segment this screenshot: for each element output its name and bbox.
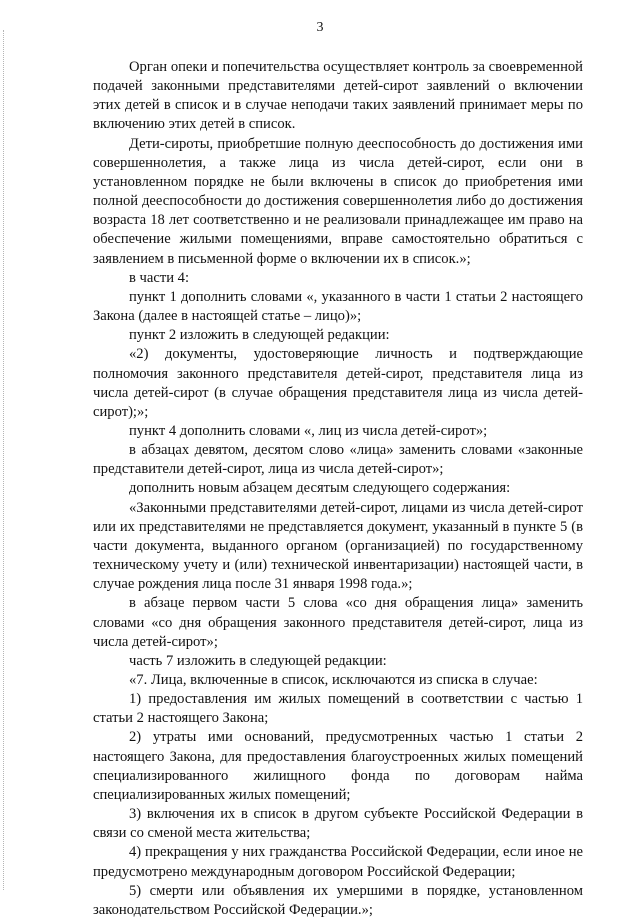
list-item-5: 5) смерти или объявления их умершими в порядке, установленном законодательством Российской Федерации.»;: [93, 882, 583, 918]
paragraph-part-7-text: «7. Лица, включенные в список, исключаются из списка в случае:: [129, 672, 538, 688]
list-item-2: 2) утраты ими оснований, предусмотренных частью 1 статьи 2 настоящего Закона, для предоставления благоустроенных жилых помещений специализированного жилищного фонда по договорам найма специализированных жилых помещений;: [93, 729, 583, 803]
paragraph-new-paragraph-10-intro: дополнить новым абзацем десятым следующего содержания:: [129, 480, 511, 497]
paragraph-guardianship-control: Орган опеки и попечительства осуществляет контроль за своевременной подачей законными представителями детей-сирот заявлений о включении этих детей в список и в случае неподачи таких заявлений принимает меры по включению этих детей в список.: [93, 59, 583, 133]
paragraph-orphans-right-to-apply: Дети-сироты, приобретшие полную дееспособность до достижения ими совершеннолетия, а также лица из числа детей-сирот, если они в установленном порядке не были включены в список до приобретения ими полной дееспособности до достижения совершеннолетия либо до достижения возраста 18 лет соответственно и не реализовали принадлежащее им право на обеспечение жилыми помещениями, вправе самостоятельно обратиться с заявлением в письменной форме о включении их в список.»;: [93, 135, 583, 267]
paragraph-new-paragraph-10-text: «Законными представителями детей-сирот, лицами из числа детей-сирот или их представителями не представляется документ, указанный в пункте 5 (в части документа, выданного органом (организацией) по государственному техническому учету и (или) технической инвентаризации) настоящей части, в случае рождения лица после 31 января 1998 года.»;: [93, 499, 583, 593]
document-body: [93, 58, 583, 920]
paragraph-part-4-intro: в части 4:: [129, 269, 190, 286]
paragraph-item-2-intro: пункт 2 изложить в следующей редакции:: [129, 327, 390, 344]
list-item-4: 4) прекращения у них гражданства Российской Федерации, если иное не предусмотрено международным договором Российской Федерации;: [93, 844, 583, 880]
paragraph-part-5-amendment: в абзаце первом части 5 слова «со дня обращения лица» заменить словами «со дня обращения законного представителя детей-сирот, лица из числа детей-сирот»;: [93, 595, 583, 650]
scan-edge: [3, 30, 4, 890]
paragraph-part-7-intro: часть 7 изложить в следующей редакции:: [129, 652, 387, 669]
list-item-1: 1) предоставления им жилых помещений в соответствии с частью 1 статьи 2 настоящего Закона;: [93, 691, 583, 727]
paragraph-item-4-amendment: пункт 4 дополнить словами «, лиц из числа детей-сирот»;: [129, 422, 488, 439]
paragraph-item-1-amendment: пункт 1 дополнить словами «, указанного в части 1 статьи 2 настоящего Закона (далее в настоящей статье – лицо)»;: [93, 288, 583, 325]
paragraph-item-2-text: «2) документы, удостоверяющие личность и подтверждающие полномочия законного представителя детей-сирот, представителя лица из числа детей-сирот (в случае обращения представителя лица из числа детей-сирот);»;: [93, 346, 583, 420]
page-number: 3: [316, 20, 324, 35]
paragraph-paragraphs-9-10: в абзацах девятом, десятом слово «лица» заменить словами «законные представители детей-сирот, лица из числа детей-сирот»;: [93, 442, 583, 478]
list-item-3: 3) включения их в список в другом субъекте Российской Федерации в связи со сменой места жительства;: [93, 806, 583, 842]
